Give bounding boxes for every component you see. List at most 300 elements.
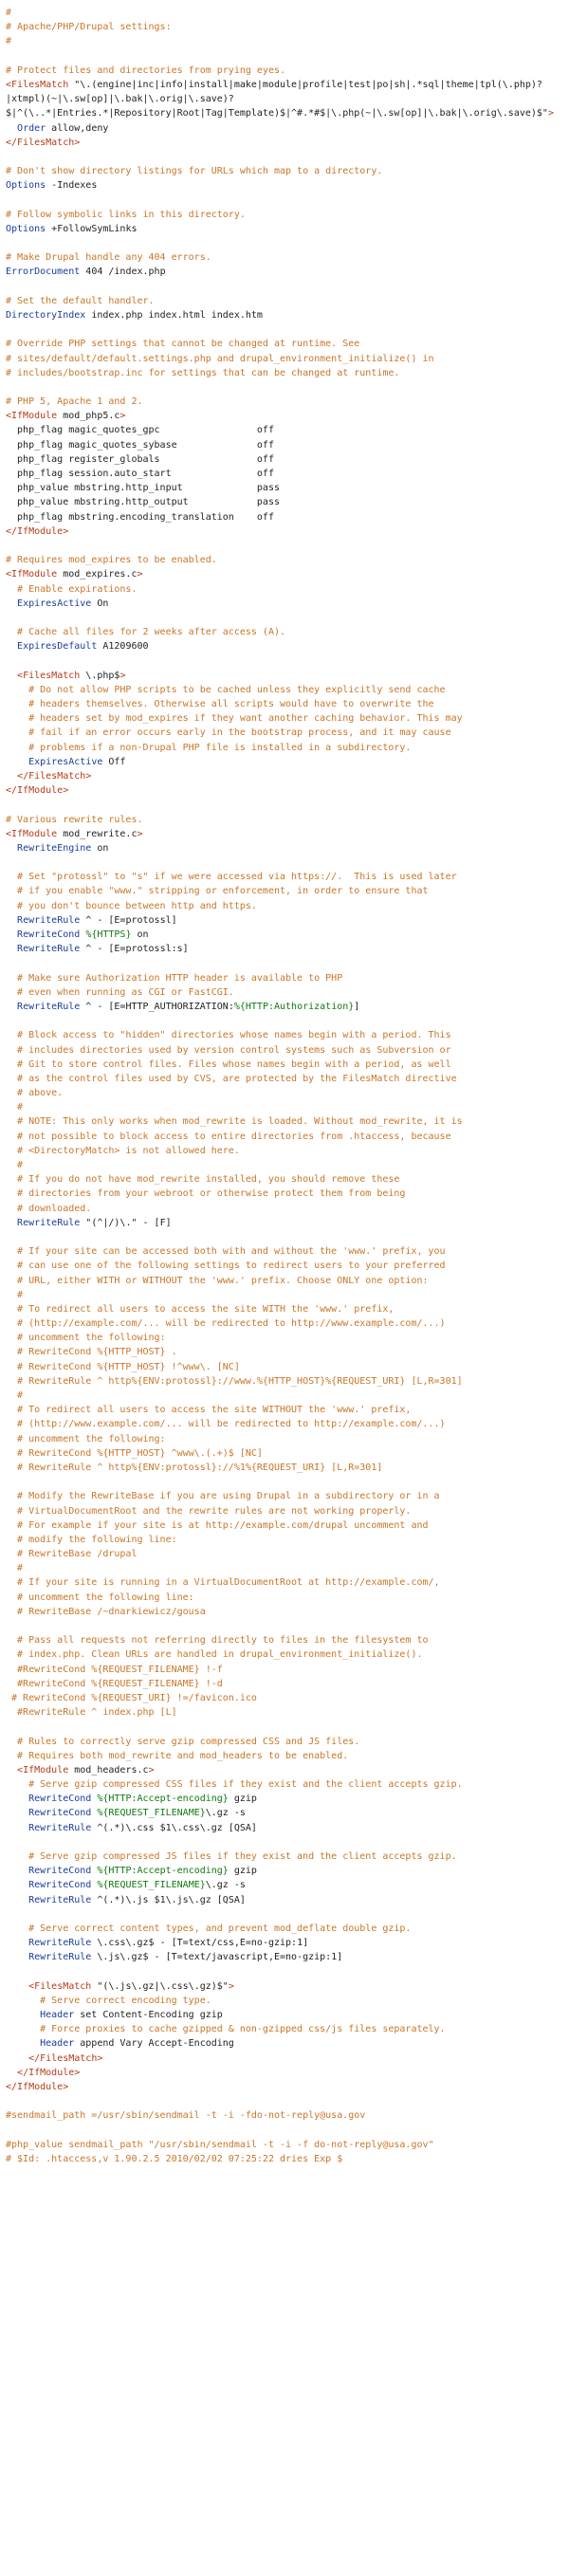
server-variable: %{HTTP:Authorization} — [233, 1001, 355, 1012]
code-line — [6, 1504, 563, 1518]
code-text: ^ - [E=protossl] — [80, 914, 177, 926]
section-tag: <IfModule — [6, 411, 58, 422]
comment-text: # Serve correct content types, and prevent mod_deflate double gzip. — [6, 1923, 412, 1934]
comment-text: # Don't show directory listings for URLs which map to a directory. — [6, 166, 383, 177]
server-variable: %{HTTPS} — [85, 929, 132, 940]
comment-text: # Do not allow PHP scripts to be cached unless they explicitly send cache — [6, 684, 446, 695]
code-text — [6, 123, 17, 134]
comment-text: # Enable expirations. — [6, 583, 138, 595]
code-line — [6, 1835, 563, 1849]
code-text: php_value mbstring.http_output pass — [6, 497, 280, 508]
code-text: on — [131, 929, 149, 940]
code-text — [6, 843, 17, 854]
code-line — [6, 280, 563, 294]
section-tag: > — [547, 108, 554, 120]
comment-text: # not possible to block access to entire directories from .htaccess, because — [6, 1131, 451, 1142]
code-text — [6, 598, 17, 609]
code-text: \.css\.gz$ - [T=text/css,E=no-gzip:1] — [91, 1938, 309, 1949]
code-line — [6, 64, 563, 78]
comment-text: # — [6, 1102, 24, 1113]
code-line — [6, 423, 563, 437]
code-line — [6, 366, 563, 380]
comment-text: #RewriteCond %{REQUEST_FILENAME} !-d — [6, 1678, 223, 1689]
comment-text: # URL, either WITH or WITHOUT the 'www.' prefix. Choose ONLY one option: — [6, 1275, 429, 1286]
comment-text: # uncomment the following: — [6, 1333, 166, 1344]
code-text: Off — [102, 756, 126, 767]
code-line — [6, 1389, 563, 1403]
server-variable: %{HTTP:Accept-encoding} — [97, 1866, 229, 1877]
code-line — [6, 899, 563, 913]
code-text — [6, 1794, 28, 1804]
comment-text: # Make sure Authorization HTTP header is available to PHP — [6, 972, 343, 984]
directive-keyword: ExpiresDefault — [17, 641, 98, 653]
comment-text: # includes/bootstrap.inc for settings that can be changed at runtime. — [6, 367, 400, 378]
code-line — [6, 1605, 563, 1619]
code-text: ^(.*)\.js $1\.js\.gz [QSA] — [91, 1894, 246, 1905]
comment-text: # Block access to "hidden" directories whose names begin with a period. This — [6, 1030, 451, 1041]
code-line — [6, 438, 563, 452]
code-text: "\.(engine|inc|info|install|make|module|profile|test|po|sh|.*sql|theme|tpl(\.php)? — [68, 79, 542, 90]
comment-text: # — [6, 1563, 24, 1574]
code-text: on — [91, 842, 109, 854]
code-line — [6, 856, 563, 870]
code-text: gzip — [228, 1794, 257, 1805]
code-line — [6, 567, 563, 581]
code-text — [6, 1866, 28, 1876]
code-line — [6, 121, 563, 136]
code-line — [6, 1878, 563, 1892]
code-line — [6, 395, 563, 409]
comment-text: # RewriteRule ^ http%{ENV:protossl}://www.%{HTTP_HOST}%{REQUEST_URI} [L,R=301] — [6, 1375, 463, 1387]
code-line — [6, 884, 563, 898]
comment-text: # sites/default/default.settings.php and drupal_environment_initialize() in — [6, 353, 434, 364]
code-line — [6, 1777, 563, 1792]
code-text: php_flag magic_quotes_sybase off — [6, 439, 274, 451]
code-line — [6, 553, 563, 567]
code-line — [6, 1647, 563, 1662]
section-tag: </IfModule> — [6, 525, 69, 537]
server-variable: %{REQUEST_FILENAME} — [97, 1808, 206, 1819]
code-line — [6, 1547, 563, 1561]
code-text: +FollowSymLinks — [46, 223, 138, 234]
code-line — [6, 539, 563, 553]
code-line — [6, 1893, 563, 1907]
directive-keyword: DirectoryIndex — [6, 309, 86, 321]
code-line — [6, 1259, 563, 1273]
code-text: "(\.js\.gz|\.css\.gz)$" — [91, 1980, 229, 1992]
server-variable: %{REQUEST_FILENAME} — [97, 1880, 206, 1891]
code-line — [6, 1735, 563, 1749]
code-line — [6, 1114, 563, 1129]
comment-text: # fail if an error occurs early in the bootstrap process, and it may cause — [6, 727, 451, 739]
comment-text: # (http://www.example.com/... will be redirected to http://example.com/...) — [6, 1419, 446, 1430]
comment-text: # RewriteBase /drupal — [6, 1549, 138, 1560]
code-text — [6, 2068, 17, 2078]
code-line — [6, 597, 563, 611]
directive-keyword: RewriteCond — [28, 1880, 92, 1891]
code-line — [6, 669, 563, 683]
comment-text: # directories from your webroot or otherwise protect them from being — [6, 1188, 406, 1200]
code-line — [6, 1403, 563, 1417]
code-line — [6, 1922, 563, 1936]
directive-keyword: ExpiresActive — [17, 598, 92, 609]
code-line — [6, 250, 563, 265]
server-variable: %{HTTP:Accept-encoding} — [97, 1794, 229, 1805]
code-text: |xtmpl)(~|\.sw[op]|\.bak|\.orig|\.save)? — [6, 94, 234, 105]
code-line — [6, 1591, 563, 1605]
section-tag: </IfModule> — [17, 2067, 81, 2078]
code-line — [6, 1345, 563, 1359]
code-text: ] — [354, 1001, 360, 1012]
code-text: On — [91, 598, 109, 609]
code-line — [6, 1331, 563, 1345]
code-text: php_flag magic_quotes_gpc off — [6, 425, 274, 436]
code-text — [6, 915, 17, 926]
code-line — [6, 481, 563, 495]
section-tag: > — [137, 569, 143, 580]
comment-text: # includes directories used by version control systems such as Subversion or — [6, 1044, 451, 1056]
comment-text: # downloaded. — [6, 1203, 92, 1214]
directive-keyword: RewriteEngine — [17, 842, 92, 854]
code-text — [6, 1218, 17, 1228]
code-text: \.gz -s — [205, 1808, 246, 1819]
section-tag: <FilesMatch — [28, 1980, 92, 1992]
code-line — [6, 1936, 563, 1950]
section-tag: </IfModule> — [6, 2082, 69, 2092]
code-line — [6, 1663, 563, 1677]
directive-keyword: ExpiresActive — [28, 756, 103, 767]
code-line — [6, 1302, 563, 1316]
code-line — [6, 1316, 563, 1331]
code-line — [6, 2080, 563, 2094]
comment-text: # NOTE: This only works when mod_rewrite is loaded. Without mod_rewrite, it is — [6, 1116, 463, 1128]
comment-text: # as the control files used by CVS, are protected by the FilesMatch directive — [6, 1073, 457, 1084]
code-line — [6, 1633, 563, 1647]
directive-keyword: Options — [6, 223, 46, 234]
comment-text: # RewriteCond %{REQUEST_URI} !=/favicon.ico — [6, 1692, 257, 1703]
comment-text: # Serve gzip compressed CSS files if they exist and the client accepts gzip. — [6, 1779, 463, 1791]
code-line — [6, 1216, 563, 1230]
code-line — [6, 1100, 563, 1114]
code-line — [6, 985, 563, 1000]
code-text: -Indexes — [46, 180, 98, 192]
comment-text: # — [6, 8, 12, 18]
code-line — [6, 697, 563, 711]
comment-text: # RewriteCond %{HTTP_HOST} ^www\.(.+)$ [NC] — [6, 1447, 263, 1459]
code-line — [6, 1446, 563, 1461]
comment-text: # RewriteBase /~dnarkiewicz/gousa — [6, 1606, 206, 1617]
code-text: $|^(\..*|Entries.*|Repository|Root|Tag|Template)$|^#.*#$|\.php(~|\.sw[op]|\.bak|\.orig\.save)$" — [6, 108, 548, 120]
code-line — [6, 1705, 563, 1720]
directive-keyword: RewriteCond — [28, 1794, 92, 1805]
code-line — [6, 106, 563, 120]
code-line — [6, 942, 563, 956]
comment-text: # Requires mod_expires to be enabled. — [6, 555, 217, 566]
comment-text: # Serve correct encoding type. — [6, 1995, 211, 2006]
code-line — [6, 1043, 563, 1058]
section-tag: <IfModule — [17, 1764, 69, 1776]
code-text: \.js\.gz$ - [T=text/javascript,E=no-gzip:1] — [91, 1952, 343, 1963]
directive-keyword: Header — [40, 2010, 75, 2021]
comment-text: # Cache all files for 2 weeks after access (A). — [6, 627, 286, 638]
comment-text: # Requires both mod_rewrite and mod_headers to be enabled. — [6, 1750, 349, 1761]
code-text: ^ - [E=HTTP_AUTHORIZATION: — [80, 1001, 234, 1012]
comment-text: # modify the following line: — [6, 1534, 177, 1545]
comment-text: # Set "protossl" to "s" if we were accessed via https://. This is used later — [6, 872, 457, 883]
comment-text: # — [6, 36, 12, 47]
comment-text: # even when running as CGI or FastCGI. — [6, 986, 234, 998]
comment-text: # Override PHP settings that cannot be changed at runtime. See — [6, 339, 360, 350]
code-text: allow,deny — [46, 122, 109, 134]
code-line — [6, 783, 563, 798]
code-line — [6, 380, 563, 395]
code-line — [6, 1417, 563, 1431]
code-line — [6, 639, 563, 653]
code-line — [6, 1907, 563, 1922]
code-text: ^(.*)\.css $1\.css\.gz [QSA] — [91, 1822, 257, 1833]
comment-text: # RewriteCond %{HTTP_HOST} . — [6, 1347, 177, 1358]
code-line — [6, 6, 563, 20]
code-line — [6, 1849, 563, 1864]
comment-text: # Serve gzip compressed JS files if they exist and the client accepts gzip. — [6, 1851, 457, 1862]
code-line — [6, 741, 563, 755]
code-line — [6, 971, 563, 985]
code-line — [6, 1374, 563, 1389]
comment-text: # index.php. Clean URLs are handled in drupal_environment_initialize(). — [6, 1649, 423, 1661]
comment-text: # uncomment the following line: — [6, 1592, 194, 1603]
code-line — [6, 1749, 563, 1763]
section-tag: <FilesMatch — [17, 670, 81, 681]
code-text — [6, 1952, 28, 1962]
code-line — [6, 222, 563, 236]
code-line — [6, 625, 563, 639]
code-line — [6, 611, 563, 625]
comment-text: #RewriteCond %{REQUEST_FILENAME} !-f — [6, 1664, 223, 1675]
code-text — [6, 1808, 28, 1818]
code-text: php_flag register_globals off — [6, 453, 274, 465]
code-line — [6, 870, 563, 884]
comment-text: # RewriteCond %{HTTP_HOST} !^www\. [NC] — [6, 1361, 240, 1372]
comment-text: # Various rewrite rules. — [6, 814, 143, 825]
code-line — [6, 524, 563, 539]
code-line — [6, 2124, 563, 2138]
section-tag: > — [228, 1980, 234, 1992]
code-text: mod_headers.c — [68, 1764, 149, 1776]
code-line — [6, 2052, 563, 2066]
code-line — [6, 352, 563, 366]
code-line — [6, 1130, 563, 1144]
code-line — [6, 193, 563, 207]
code-line — [6, 827, 563, 841]
directive-keyword: RewriteCond — [28, 1808, 92, 1819]
code-line — [6, 2008, 563, 2022]
code-line — [6, 208, 563, 222]
directive-keyword: RewriteCond — [17, 929, 81, 940]
code-line — [6, 1561, 563, 1575]
code-line — [6, 1461, 563, 1475]
code-line — [6, 711, 563, 726]
comment-text: # you don't bounce between http and https. — [6, 900, 257, 911]
code-line — [6, 2152, 563, 2166]
code-line — [6, 1360, 563, 1374]
comment-text: # To redirect all users to access the site WITH the 'www.' prefix, — [6, 1303, 395, 1315]
code-text: mod_rewrite.c — [57, 828, 138, 839]
code-line — [6, 1864, 563, 1878]
code-line — [6, 1432, 563, 1446]
code-text — [6, 641, 17, 652]
comment-text: # Apache/PHP/Drupal settings: — [6, 22, 172, 33]
code-text — [6, 1765, 17, 1776]
code-line — [6, 2066, 563, 2080]
code-line — [6, 136, 563, 150]
code-text — [6, 1981, 28, 1992]
comment-text: # Git to store control files. Files whose names begin with a period, as well — [6, 1058, 451, 1070]
directive-keyword: ErrorDocument — [6, 267, 81, 278]
comment-text: # Rules to correctly serve gzip compressed CSS and JS files. — [6, 1736, 360, 1747]
code-line — [6, 1792, 563, 1806]
code-line — [6, 2108, 563, 2123]
code-text: append Vary Accept-Encoding — [74, 2038, 234, 2050]
code-line — [6, 308, 563, 322]
section-tag: > — [137, 828, 143, 839]
code-line — [6, 2138, 563, 2152]
directive-keyword: RewriteRule — [28, 1952, 92, 1963]
comment-text: # RewriteRule ^ http%{ENV:protossl}://%1%{REQUEST_URI} [L,R=301] — [6, 1462, 383, 1473]
code-line — [6, 1058, 563, 1072]
code-line — [6, 1979, 563, 1994]
directive-keyword: RewriteRule — [28, 1938, 92, 1949]
code-text: 404 /index.php — [80, 267, 166, 278]
comment-text: # — [6, 1390, 24, 1401]
code-text: mod_expires.c — [57, 569, 138, 580]
comment-text: # Set the default handler. — [6, 295, 155, 306]
code-line — [6, 813, 563, 827]
comment-text: # problems if a non-Drupal PHP file is installed in a subdirectory. — [6, 742, 412, 753]
code-line — [6, 956, 563, 970]
section-tag: </FilesMatch> — [28, 2052, 103, 2064]
code-text — [6, 1938, 28, 1948]
directive-keyword: Options — [6, 180, 46, 192]
comment-text: # If you do not have mod_rewrite installed, you should remove these — [6, 1174, 400, 1186]
code-text: set Content-Encoding gzip — [74, 2010, 223, 2021]
section-tag: > — [119, 411, 126, 422]
code-line — [6, 1000, 563, 1014]
comment-text: # (http://example.com/... will be redirected to http://www.example.com/...) — [6, 1318, 446, 1330]
code-line — [6, 1172, 563, 1187]
code-text — [6, 2010, 40, 2020]
comment-text: # headers set by mod_expires if they want another caching behavior. This may — [6, 713, 463, 725]
code-line — [6, 841, 563, 856]
section-tag: </FilesMatch> — [17, 770, 92, 782]
comment-text: # — [6, 1289, 24, 1300]
code-text: gzip — [228, 1866, 257, 1877]
directive-keyword: RewriteRule — [17, 1217, 81, 1228]
code-line — [6, 798, 563, 812]
code-line — [6, 1489, 563, 1503]
code-text: mod_php5.c — [57, 411, 120, 422]
comment-text: # headers themselves. Otherwise all scripts would have to overwrite the — [6, 699, 434, 709]
comment-text: # Pass all requests not referring directly to files in the filesystem to — [6, 1635, 429, 1647]
code-line — [6, 913, 563, 928]
comment-text: # VirtualDocumentRoot and the rewrite rules are not working properly. — [6, 1505, 412, 1517]
code-line — [6, 1677, 563, 1691]
code-text: \.php$ — [80, 670, 120, 681]
comment-text: # above. — [6, 1088, 64, 1099]
section-tag: </IfModule> — [6, 785, 69, 797]
code-line — [6, 1072, 563, 1086]
code-line — [6, 150, 563, 164]
code-text: A1209600 — [97, 641, 149, 653]
code-line — [6, 1806, 563, 1820]
comment-text: # Follow symbolic links in this directory. — [6, 209, 246, 220]
code-text: "(^|/)\." - [F] — [80, 1217, 172, 1228]
code-line — [6, 510, 563, 524]
comment-text: # If your site can be accessed both with and without the 'www.' prefix, you — [6, 1246, 446, 1258]
code-line — [6, 1244, 563, 1259]
code-line — [6, 928, 563, 942]
comment-text: # uncomment the following: — [6, 1433, 166, 1444]
code-line — [6, 452, 563, 467]
code-line — [6, 755, 563, 769]
code-line — [6, 1475, 563, 1489]
code-line — [6, 2022, 563, 2036]
comment-text: # Force proxies to cache gzipped & non-gzipped css/js files separately. — [6, 2024, 446, 2035]
code-line — [6, 2094, 563, 2108]
directive-keyword: RewriteRule — [28, 1894, 92, 1905]
code-line — [6, 1994, 563, 2008]
section-tag: > — [119, 670, 126, 681]
directive-keyword: Header — [40, 2038, 75, 2050]
code-text — [6, 944, 17, 954]
code-line — [6, 1518, 563, 1533]
code-line — [6, 582, 563, 597]
comment-text: # $Id: .htaccess,v 1.90.2.5 2010/02/02 07:25:22 dries Exp $ — [6, 2153, 343, 2164]
code-line — [6, 467, 563, 481]
code-text: index.php index.html index.htm — [85, 309, 263, 321]
comment-text: # To redirect all users to access the site WITHOUT the 'www.' prefix, — [6, 1405, 412, 1416]
code-text: \.gz -s — [205, 1880, 246, 1891]
code-line — [6, 1950, 563, 1964]
code-line — [6, 495, 563, 509]
directive-keyword: RewriteRule — [28, 1822, 92, 1833]
code-line — [6, 653, 563, 668]
directive-keyword: RewriteRule — [17, 944, 81, 955]
code-line — [6, 1965, 563, 1979]
comment-text: # For example if your site is at http://example.com/drupal uncomment and — [6, 1519, 429, 1531]
comment-text: # Protect files and directories from prying eyes. — [6, 64, 286, 76]
code-line — [6, 20, 563, 34]
code-line — [6, 1202, 563, 1216]
code-line — [6, 1619, 563, 1633]
section-tag: </FilesMatch> — [6, 137, 81, 148]
code-line — [6, 322, 563, 337]
code-line — [6, 1821, 563, 1835]
code-line — [6, 337, 563, 351]
comment-text: # can use one of the following settings to redirect users to your preferred — [6, 1260, 446, 1272]
code-line — [6, 1575, 563, 1590]
code-line — [6, 236, 563, 250]
section-tag: <IfModule — [6, 828, 58, 839]
comment-text: #RewriteRule ^ index.php [L] — [6, 1707, 177, 1719]
section-tag: <IfModule — [6, 569, 58, 580]
code-line — [6, 49, 563, 64]
code-line — [6, 178, 563, 193]
comment-text: # if you enable "www." stripping or enforcement, in order to ensure that — [6, 886, 429, 897]
code-line — [6, 1763, 563, 1777]
comment-text: # PHP 5, Apache 1 and 2. — [6, 396, 143, 408]
code-text — [6, 757, 28, 767]
code-text — [6, 1880, 28, 1890]
